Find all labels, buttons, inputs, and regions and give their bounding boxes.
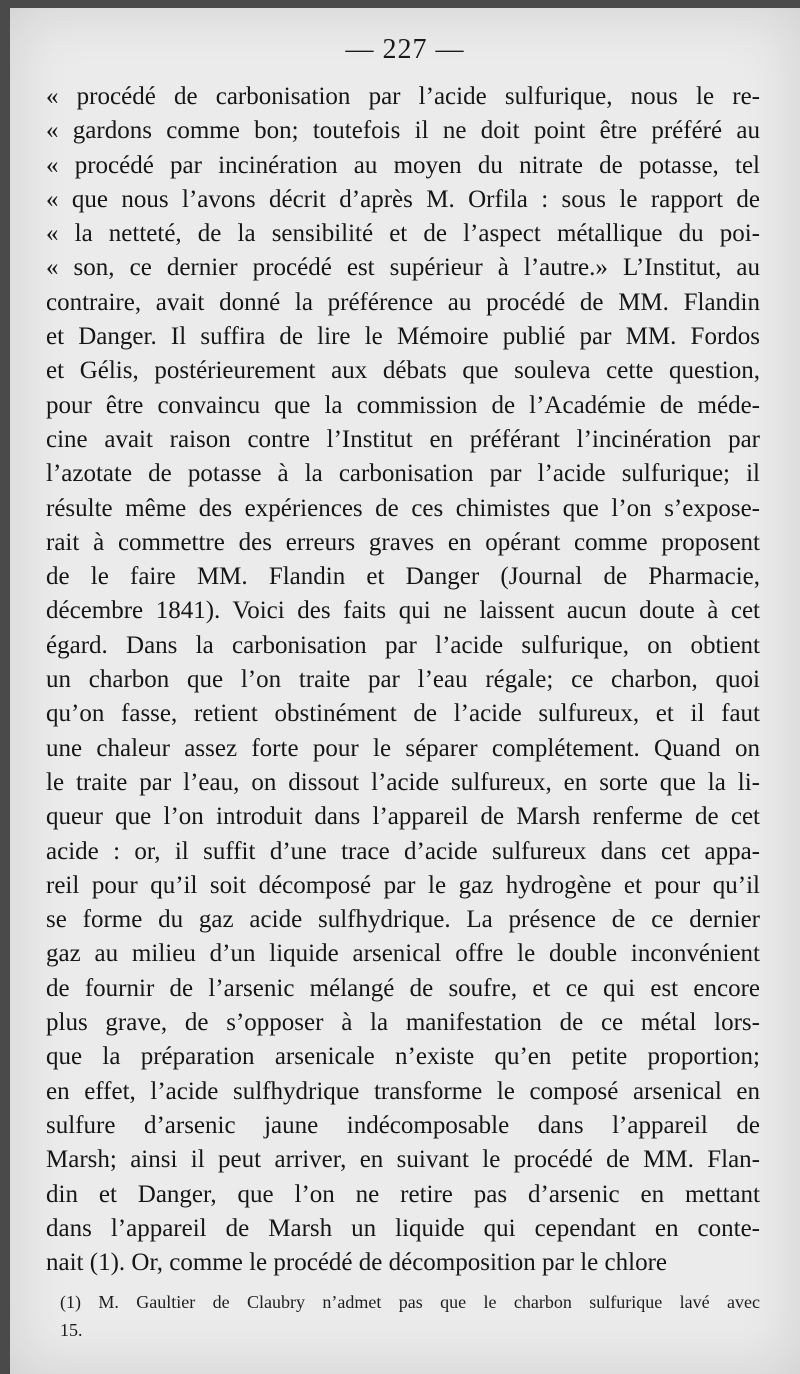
text-line: din et Danger, que l’on ne retire pas d’arsenic en mettant bbox=[46, 1180, 760, 1208]
text-line: décembre 1841). Voici des faits qui ne laissent aucun doute à cet bbox=[46, 597, 760, 625]
text-line: gaz au milieu d’un liquide arsenical offre le double inconvénient bbox=[46, 940, 760, 968]
text-line: « la netteté, de la sensibilité et de l’aspect métallique du poi- bbox=[46, 220, 760, 248]
text-line: en effet, l’acide sulfhydrique transforme le composé arsenical en bbox=[46, 1077, 760, 1105]
footnote-line: (1) M. Gaultier de Claubry n’admet pas que le charbon sulfurique lavé avec bbox=[60, 1292, 760, 1312]
text-line: nait (1). Or, comme le procédé de décomposition par le chlore bbox=[46, 1249, 667, 1277]
text-line: de le faire MM. Flandin et Danger (Journal de Pharmacie, bbox=[46, 563, 760, 591]
text-line: qu’on fasse, retient obstinément de l’acide sulfureux, et il faut bbox=[46, 700, 760, 728]
text-line: dans l’appareil de Marsh un liquide qui cependant en conte- bbox=[46, 1214, 760, 1242]
text-line: un charbon que l’on traite par l’eau régale; ce charbon, quoi bbox=[46, 666, 760, 694]
text-line: de fournir de l’arsenic mélangé de soufre, et ce qui est encore bbox=[46, 974, 760, 1002]
text-line: et Gélis, postérieurement aux débats que souleva cette question, bbox=[46, 357, 760, 385]
text-line: le traite par l’eau, on dissout l’acide sulfureux, en sorte que la li- bbox=[46, 768, 760, 796]
text-line: Marsh; ainsi il peut arriver, en suivant le procédé de MM. Flan- bbox=[46, 1146, 760, 1174]
text-line: contraire, avait donné la préférence au procédé de MM. Flandin bbox=[46, 288, 760, 316]
text-line: rait à commettre des erreurs graves en opérant comme proposent bbox=[46, 528, 760, 556]
footnote-line: 15. bbox=[60, 1320, 83, 1340]
text-line: plus grave, de s’opposer à la manifestation de ce métal lors- bbox=[46, 1009, 760, 1037]
footnote bbox=[60, 1288, 760, 1344]
body-text bbox=[46, 80, 760, 1280]
text-line: acide : or, il suffit d’une trace d’acide sulfureux dans cet appa- bbox=[46, 837, 760, 865]
text-line: queur que l’on introduit dans l’appareil de Marsh renferme de cet bbox=[46, 803, 760, 831]
text-line: reil pour qu’il soit décomposé par le gaz hydrogène et pour qu’il bbox=[46, 871, 760, 899]
text-line: une chaleur assez forte pour le séparer complétement. Quand on bbox=[46, 734, 760, 762]
page-number: — 227 — bbox=[345, 34, 465, 65]
text-line: « gardons comme bon; toutefois il ne doit point être préféré au bbox=[46, 117, 760, 145]
text-line: résulte même des expériences de ces chimistes que l’on s’expose- bbox=[46, 494, 760, 522]
text-line: « que nous l’avons décrit d’après M. Orfila : sous le rapport de bbox=[46, 185, 760, 213]
text-line: pour être convaincu que la commission de l’Académie de méde- bbox=[46, 391, 760, 419]
text-line: que la préparation arsenicale n’existe qu’en petite proportion; bbox=[46, 1043, 760, 1071]
text-line: et Danger. Il suffira de lire le Mémoire publié par MM. Fordos bbox=[46, 323, 760, 351]
text-line: égard. Dans la carbonisation par l’acide sulfurique, on obtient bbox=[46, 631, 760, 659]
text-line: « procédé par incinération au moyen du nitrate de potasse, tel bbox=[46, 151, 760, 179]
text-line: « son, ce dernier procédé est supérieur à l’autre.» L’Institut, au bbox=[46, 254, 760, 282]
text-line: l’azotate de potasse à la carbonisation par l’acide sulfurique; il bbox=[46, 460, 760, 488]
text-line: sulfure d’arsenic jaune indécomposable dans l’appareil de bbox=[46, 1111, 760, 1139]
text-line: « procédé de carbonisation par l’acide sulfurique, nous le re- bbox=[46, 83, 760, 110]
text-line: se forme du gaz acide sulfhydrique. La présence de ce dernier bbox=[46, 906, 760, 934]
document-page bbox=[10, 8, 800, 1374]
text-line: cine avait raison contre l’Institut en préférant l’incinération par bbox=[46, 425, 760, 453]
